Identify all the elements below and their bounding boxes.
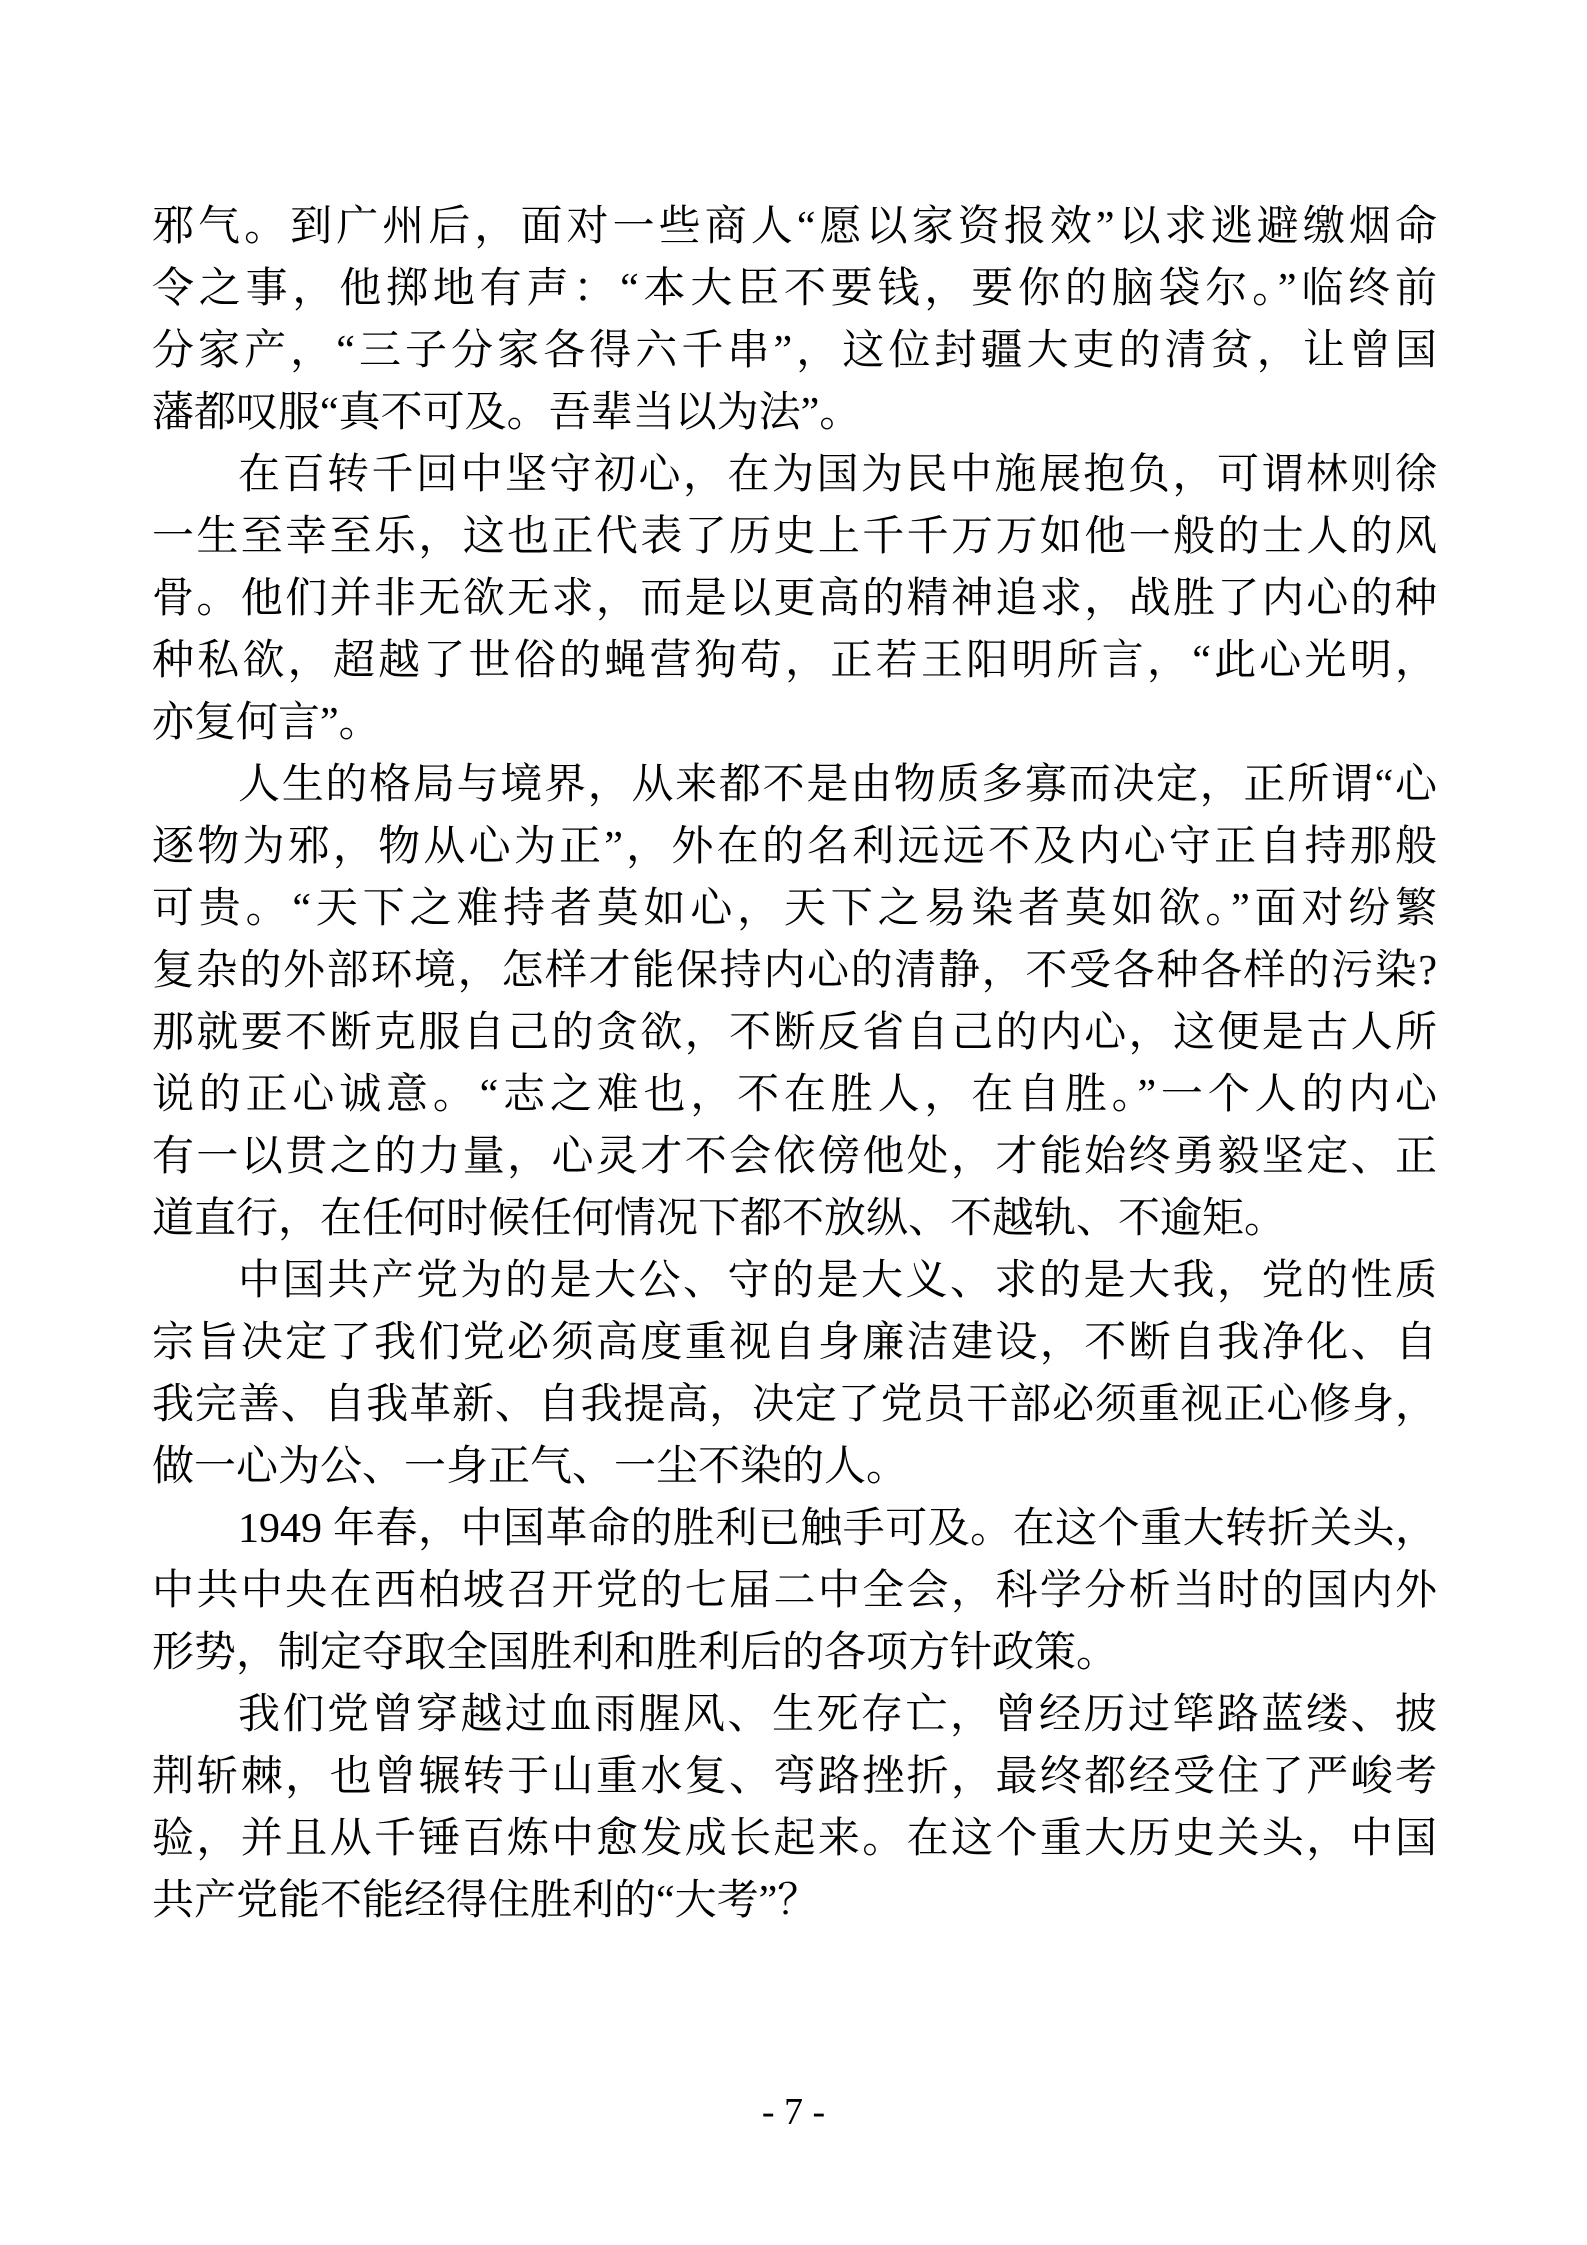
paragraph <box>152 1250 1437 1498</box>
text-line: 有一以贯之的力量，心灵才不会依傍他处，才能始终勇毅坚定、正 <box>152 1134 1437 1180</box>
text-line: 邪气。到广州后，面对一些商人“愿以家资报效”以求逃避缴烟命 <box>152 204 1437 250</box>
text-line: 在百转千回中坚守初心，在为国为民中施展抱负，可谓林则徐 <box>238 452 1437 498</box>
paragraph <box>152 196 1437 444</box>
text-line: 藩都叹服“真不可及。吾辈当以为法”。 <box>152 390 862 436</box>
page-number: - 7 - <box>761 2091 826 2133</box>
text-line: 做一心为公、一身正气、一尘不染的人。 <box>152 1444 909 1490</box>
text-line: 可贵。“天下之难持者莫如心，天下之易染者莫如欲。”面对纷繁 <box>152 886 1437 932</box>
text-line: 人生的格局与境界，从来都不是由物质多寡而决定，正所谓“心 <box>238 762 1437 808</box>
text-line: 中国共产党为的是大公、守的是大义、求的是大我，党的性质 <box>238 1258 1437 1304</box>
text-line: 1949 年春，中国革命的胜利已触手可及。在这个重大转折关头， <box>238 1506 1437 1552</box>
paragraph <box>152 754 1437 1250</box>
text-line: 亦复何言”。 <box>152 700 381 746</box>
text-line: 说的正心诚意。“志之难也，不在胜人，在自胜。”一个人的内心 <box>152 1072 1437 1118</box>
text-line: 种私欲，超越了世俗的蝇营狗苟，正若王阳明所言，“此心光明， <box>152 638 1437 684</box>
text-line: 宗旨决定了我们党必须高度重视自身廉洁建设，不断自我净化、自 <box>152 1320 1437 1366</box>
text-line: 复杂的外部环境，怎样才能保持内心的清静，不受各种各样的污染? <box>152 948 1437 994</box>
text-line: 骨。他们并非无欲无求，而是以更高的精神追求，战胜了内心的种 <box>152 576 1437 622</box>
text-line: 那就要不断克服自己的贪欲，不断反省自己的内心，这便是古人所 <box>152 1010 1437 1056</box>
text-line: 我们党曾穿越过血雨腥风、生死存亡，曾经历过筚路蓝缕、披 <box>238 1692 1437 1738</box>
text-line: 验，并且从千锤百炼中愈发成长起来。在这个重大历史关头，中国 <box>152 1816 1437 1862</box>
text-line: 形势，制定夺取全国胜利和胜利后的各项方针政策。 <box>152 1630 1119 1676</box>
text-line: 中共中央在西柏坡召开党的七届二中全会，科学分析当时的国内外 <box>152 1568 1437 1614</box>
text-line: 逐物为邪，物从心为正”，外在的名利远远不及内心守正自持那般 <box>152 824 1437 870</box>
text-line: 分家产，“三子分家各得六千串”，这位封疆大吏的清贫，让曾国 <box>152 328 1437 374</box>
text-line: 荆斩棘，也曾辗转于山重水复、弯路挫折，最终都经受住了严峻考 <box>152 1754 1437 1800</box>
paragraph <box>152 1684 1437 1932</box>
text-line: 道直行，在任何时候任何情况下都不放纵、不越轨、不逾矩。 <box>152 1196 1287 1242</box>
text-line: 共产党能不能经得住胜利的“大考”？ <box>152 1878 820 1924</box>
document-body <box>152 196 1437 1932</box>
text-line: 一生至幸至乐，这也正代表了历史上千千万万如他一般的士人的风 <box>152 514 1437 560</box>
paragraph <box>152 1498 1437 1684</box>
paragraph <box>152 444 1437 754</box>
text-line: 我完善、自我革新、自我提高，决定了党员干部必须重视正心修身， <box>152 1382 1437 1428</box>
text-line: 令之事，他掷地有声：“本大臣不要钱，要你的脑袋尔。”临终前 <box>152 266 1437 312</box>
